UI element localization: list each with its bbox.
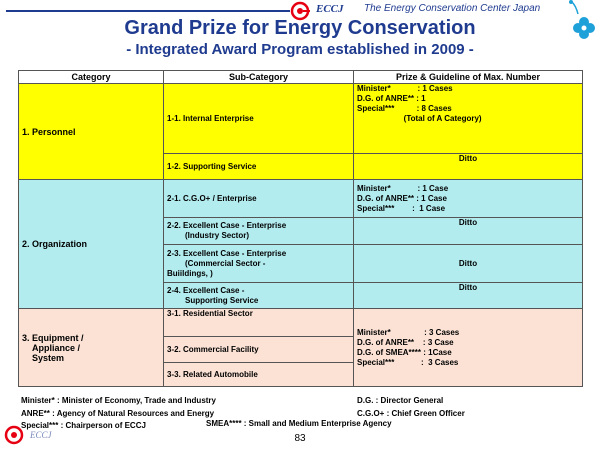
award-table: [18, 70, 583, 387]
table-row-equipment-1: [19, 309, 583, 337]
category-equipment: 3. Equipment / Appliance / System: [19, 309, 164, 387]
table-row-personnel-1: [19, 84, 583, 154]
sub-category-3-1: 3-1. Residential Sector: [164, 309, 354, 337]
header-rule: [6, 10, 290, 12]
footnote-dg: D.G. : Director General: [357, 396, 444, 405]
sub-category-2-3: 2-3. Excellent Case - Enterprise (Commercial Sector - Buiildings, ): [164, 245, 354, 283]
footnote-cgo: C.G.O+ : Chief Green Officer: [357, 409, 465, 418]
prize-cell-2-4: Ditto: [354, 283, 583, 309]
prize-cell-3: Minister* : 3 Cases D.G. of ANRE** : 3 Case D.G. of SMEA**** : 1Case Special*** : 3 Cases: [354, 309, 583, 387]
org-abbreviation: ECCJ: [316, 3, 344, 15]
prize-cell-2-3: Ditto: [354, 245, 583, 283]
prize-cell-1-2: Ditto: [354, 154, 583, 180]
category-organization: 2. Organization: [19, 180, 164, 309]
column-header-prize: Prize & Guideline of Max. Number: [354, 71, 583, 84]
footnote-special: Special*** : Chairperson of ECCJ: [21, 421, 146, 430]
sub-category-1-1: 1-1. Internal Enterprise: [164, 84, 354, 154]
table-header-row: [19, 71, 583, 84]
column-header-category: Category: [19, 71, 164, 84]
category-personnel: 1. Personnel: [19, 84, 164, 180]
page-subtitle: - Integrated Award Program established in 2009 -: [126, 41, 474, 58]
footnote-anre: ANRE** : Agency of Natural Resources and Energy: [21, 409, 215, 418]
prize-cell-2-1: Minister* : 1 Case D.G. of ANRE** : 1 Case Special*** : 1 Case: [354, 180, 583, 218]
sub-category-2-4: 2-4. Excellent Case - Supporting Service: [164, 283, 354, 309]
prize-cell-1-1: Minister* : 1 Cases D.G. of ANRE** : 1 Special*** : 8 Cases (Total of A Category): [354, 84, 583, 154]
column-header-sub-category: Sub-Category: [164, 71, 354, 84]
page-number: 83: [294, 433, 306, 444]
prize-cell-2-2: Ditto: [354, 218, 583, 245]
footer-org-abbreviation: ECCJ: [30, 430, 52, 440]
sub-category-3-3: 3-3. Related Automobile: [164, 363, 354, 387]
sub-category-2-2: 2-2. Excellent Case - Enterprise (Industry Sector): [164, 218, 354, 245]
page-title: Grand Prize for Energy Conservation: [124, 17, 476, 39]
table-row-organization-1: [19, 180, 583, 218]
sub-category-3-2: 3-2. Commercial Facility: [164, 337, 354, 363]
sub-category-1-2: 1-2. Supporting Service: [164, 154, 354, 180]
sub-category-2-1: 2-1. C.G.O+ / Enterprise: [164, 180, 354, 218]
footnote-smea: SMEA**** : Small and Medium Enterprise Agency: [206, 419, 392, 428]
org-name: The Energy Conservation Center Japan: [364, 3, 541, 14]
footnote-minister: Minister* : Minister of Economy, Trade and Industry: [21, 396, 216, 405]
